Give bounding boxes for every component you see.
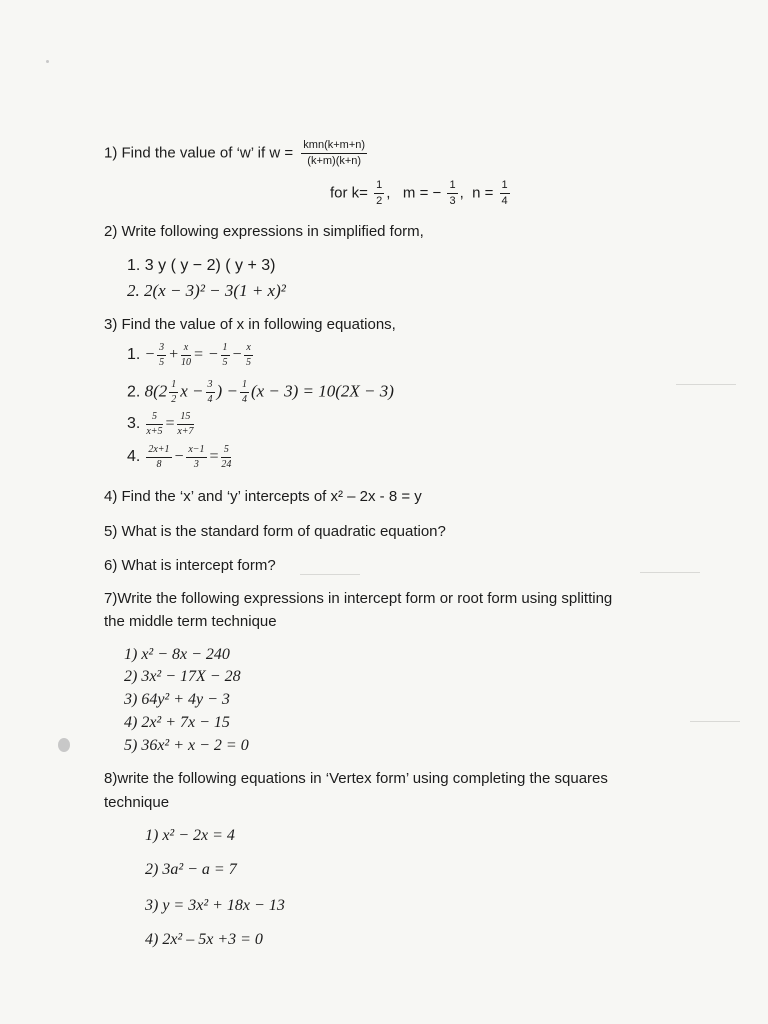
q3-e2-text-b: x −	[180, 381, 204, 401]
q3-e1-b-num: x	[181, 343, 191, 356]
q3-e3-b-den: x+7	[177, 426, 194, 437]
q1-for-label: for k=	[330, 184, 368, 202]
q3-e4-frac-a	[146, 445, 171, 470]
q7-item-4: 4) 2x² + 7x − 15	[124, 714, 230, 731]
q8-item-1: 1) x² − 2x = 4	[145, 827, 235, 844]
q3-e1-frac-b	[181, 343, 191, 368]
q1-numerator: kmn(k+m+n)	[301, 140, 367, 154]
q7-item-2: 2) 3x² − 17X − 28	[124, 668, 241, 685]
scan-line	[676, 384, 736, 385]
q3-e1-c-den: 5	[222, 357, 228, 368]
q1-m-value	[447, 180, 457, 207]
question-7-heading-line-1: 7)Write the following expressions in intercept form or root form using splitting	[104, 590, 613, 607]
q3-e2-text-a: 8(2	[144, 381, 168, 401]
q3-equation-3: 3. $\frac{5}{x+5}$ = $\frac{15}{x+7}$	[127, 411, 194, 437]
q1-prefix: 1) Find the value of ‘w’ if w =	[104, 144, 294, 162]
question-5: 5) What is the standard form of quadratic equation?	[104, 523, 446, 540]
scan-speck	[46, 60, 49, 63]
q3-e2-f-den: 4	[207, 394, 213, 405]
q8-item-2: 2) 3a² − a = 7	[145, 861, 237, 878]
q3-e1-a-den: 5	[159, 357, 165, 368]
question-2-heading: 2) Write following expressions in simplified form,	[104, 223, 424, 240]
q3-e2-g-num: 1	[240, 380, 249, 393]
q8-item-3: 3) y = 3x² + 18x − 13	[145, 897, 285, 914]
q8-item-4: 4) 2x² – 5x +3 = 0	[145, 931, 263, 948]
question-3-heading: 3) Find the value of x in following equations,	[104, 316, 396, 333]
q3-e2-text-d: (x − 3) = 10(2X − 3)	[250, 381, 394, 401]
q3-e2-label: 2.	[127, 383, 141, 401]
scan-line	[300, 574, 360, 575]
q3-e3-frac-a	[146, 412, 162, 437]
q2-item-2: 2. 2(x − 3)² − 3(1 + x)²	[127, 281, 286, 300]
q1-k-den: 2	[376, 195, 383, 207]
q1-denominator: (k+m)(k+n)	[307, 155, 362, 167]
q1-n-value	[500, 180, 510, 207]
q3-equation-1: 1. − $\frac{3}{5}$ + $\frac{x}{10}$ = − $\frac{1}{5}$ − $\frac{x}{5}$	[127, 342, 252, 368]
q3-e2-w-num: 1	[169, 380, 178, 393]
q3-e2-w-den: 2	[171, 394, 177, 405]
scan-line	[640, 572, 700, 573]
q3-e3-b-num: 15	[177, 412, 193, 425]
q2-item-1: 1. 3 y ( y − 2) ( y + 3)	[127, 257, 276, 274]
q3-e1-b-den: 10	[180, 357, 191, 368]
q3-e4-frac-b	[186, 445, 206, 470]
scan-speck	[58, 738, 70, 752]
q3-e3-label: 3.	[127, 415, 141, 433]
q3-equation-4: 4. $\frac{2x+1}{8}$ − $\frac{x-1}{3}$ = $\frac{5}{24}$	[127, 444, 232, 470]
q1-m-sign: −	[432, 184, 442, 202]
q3-e1-frac-d	[244, 343, 252, 368]
q3-e2-frac-g	[240, 380, 249, 405]
q3-e4-a-den: 8	[156, 459, 162, 470]
q3-e1-d-den: 5	[246, 357, 252, 368]
question-4: 4) Find the ‘x’ and ‘y’ intercepts of x² – 2x - 8 = y	[104, 488, 422, 505]
q3-e2-text-c: ) −	[216, 381, 238, 401]
q3-e4-b-num: x−1	[186, 445, 206, 458]
q7-item-1: 1) x² − 8x − 240	[124, 646, 230, 663]
question-7-heading-line-2: the middle term technique	[104, 613, 277, 630]
q1-n-label: n =	[472, 184, 494, 202]
q3-e4-c-num: 5	[221, 445, 231, 458]
q3-e4-b-den: 3	[193, 459, 199, 470]
q3-e4-c-den: 24	[221, 459, 232, 470]
question-8-heading-line-1: 8)write the following equations in ‘Vertex form’ using completing the squares	[104, 770, 608, 787]
scan-line	[690, 721, 740, 722]
q3-equation-2	[127, 380, 394, 405]
q3-e1-c-num: 1	[221, 343, 230, 356]
q3-e2-f-num: 3	[206, 380, 215, 393]
q1-n-num: 1	[500, 180, 510, 194]
q1-n-den: 4	[501, 195, 508, 207]
q7-item-3: 3) 64y² + 4y − 3	[124, 691, 230, 708]
q1-m-num: 1	[447, 180, 457, 194]
q3-e3-a-num: 5	[146, 412, 162, 425]
q3-e3-frac-b	[177, 412, 193, 437]
q1-k-value	[374, 180, 384, 207]
q3-e4-label: 4.	[127, 448, 141, 466]
q3-e2-frac-w	[169, 380, 178, 405]
q3-e1-frac-c	[221, 343, 230, 368]
q3-e1-frac-a	[157, 343, 166, 368]
q3-e1-a-num: 3	[157, 343, 166, 356]
q1-m-label: m =	[402, 184, 429, 202]
q1-values: for k= $\frac{1}{2}$ , m = − $\frac{1}{3}$ , n = $\frac{1}{4}$	[330, 179, 508, 207]
question-8-heading-line-2: technique	[104, 794, 170, 811]
q1-w-fraction	[301, 140, 367, 167]
question-1	[104, 140, 369, 167]
q3-e1-label: 1.	[127, 346, 141, 364]
q7-item-5: 5) 36x² + x − 2 = 0	[124, 737, 249, 754]
q3-e4-a-num: 2x+1	[146, 445, 171, 458]
q3-e2-g-den: 4	[241, 394, 247, 405]
q3-e1-d-num: x	[244, 343, 252, 356]
q1-m-den: 3	[449, 195, 456, 207]
q1-k-num: 1	[374, 180, 384, 194]
q3-e3-a-den: x+5	[146, 426, 163, 437]
question-6: 6) What is intercept form?	[104, 557, 276, 574]
q3-e4-frac-c	[221, 445, 231, 470]
q3-e2-frac-f	[206, 380, 215, 405]
